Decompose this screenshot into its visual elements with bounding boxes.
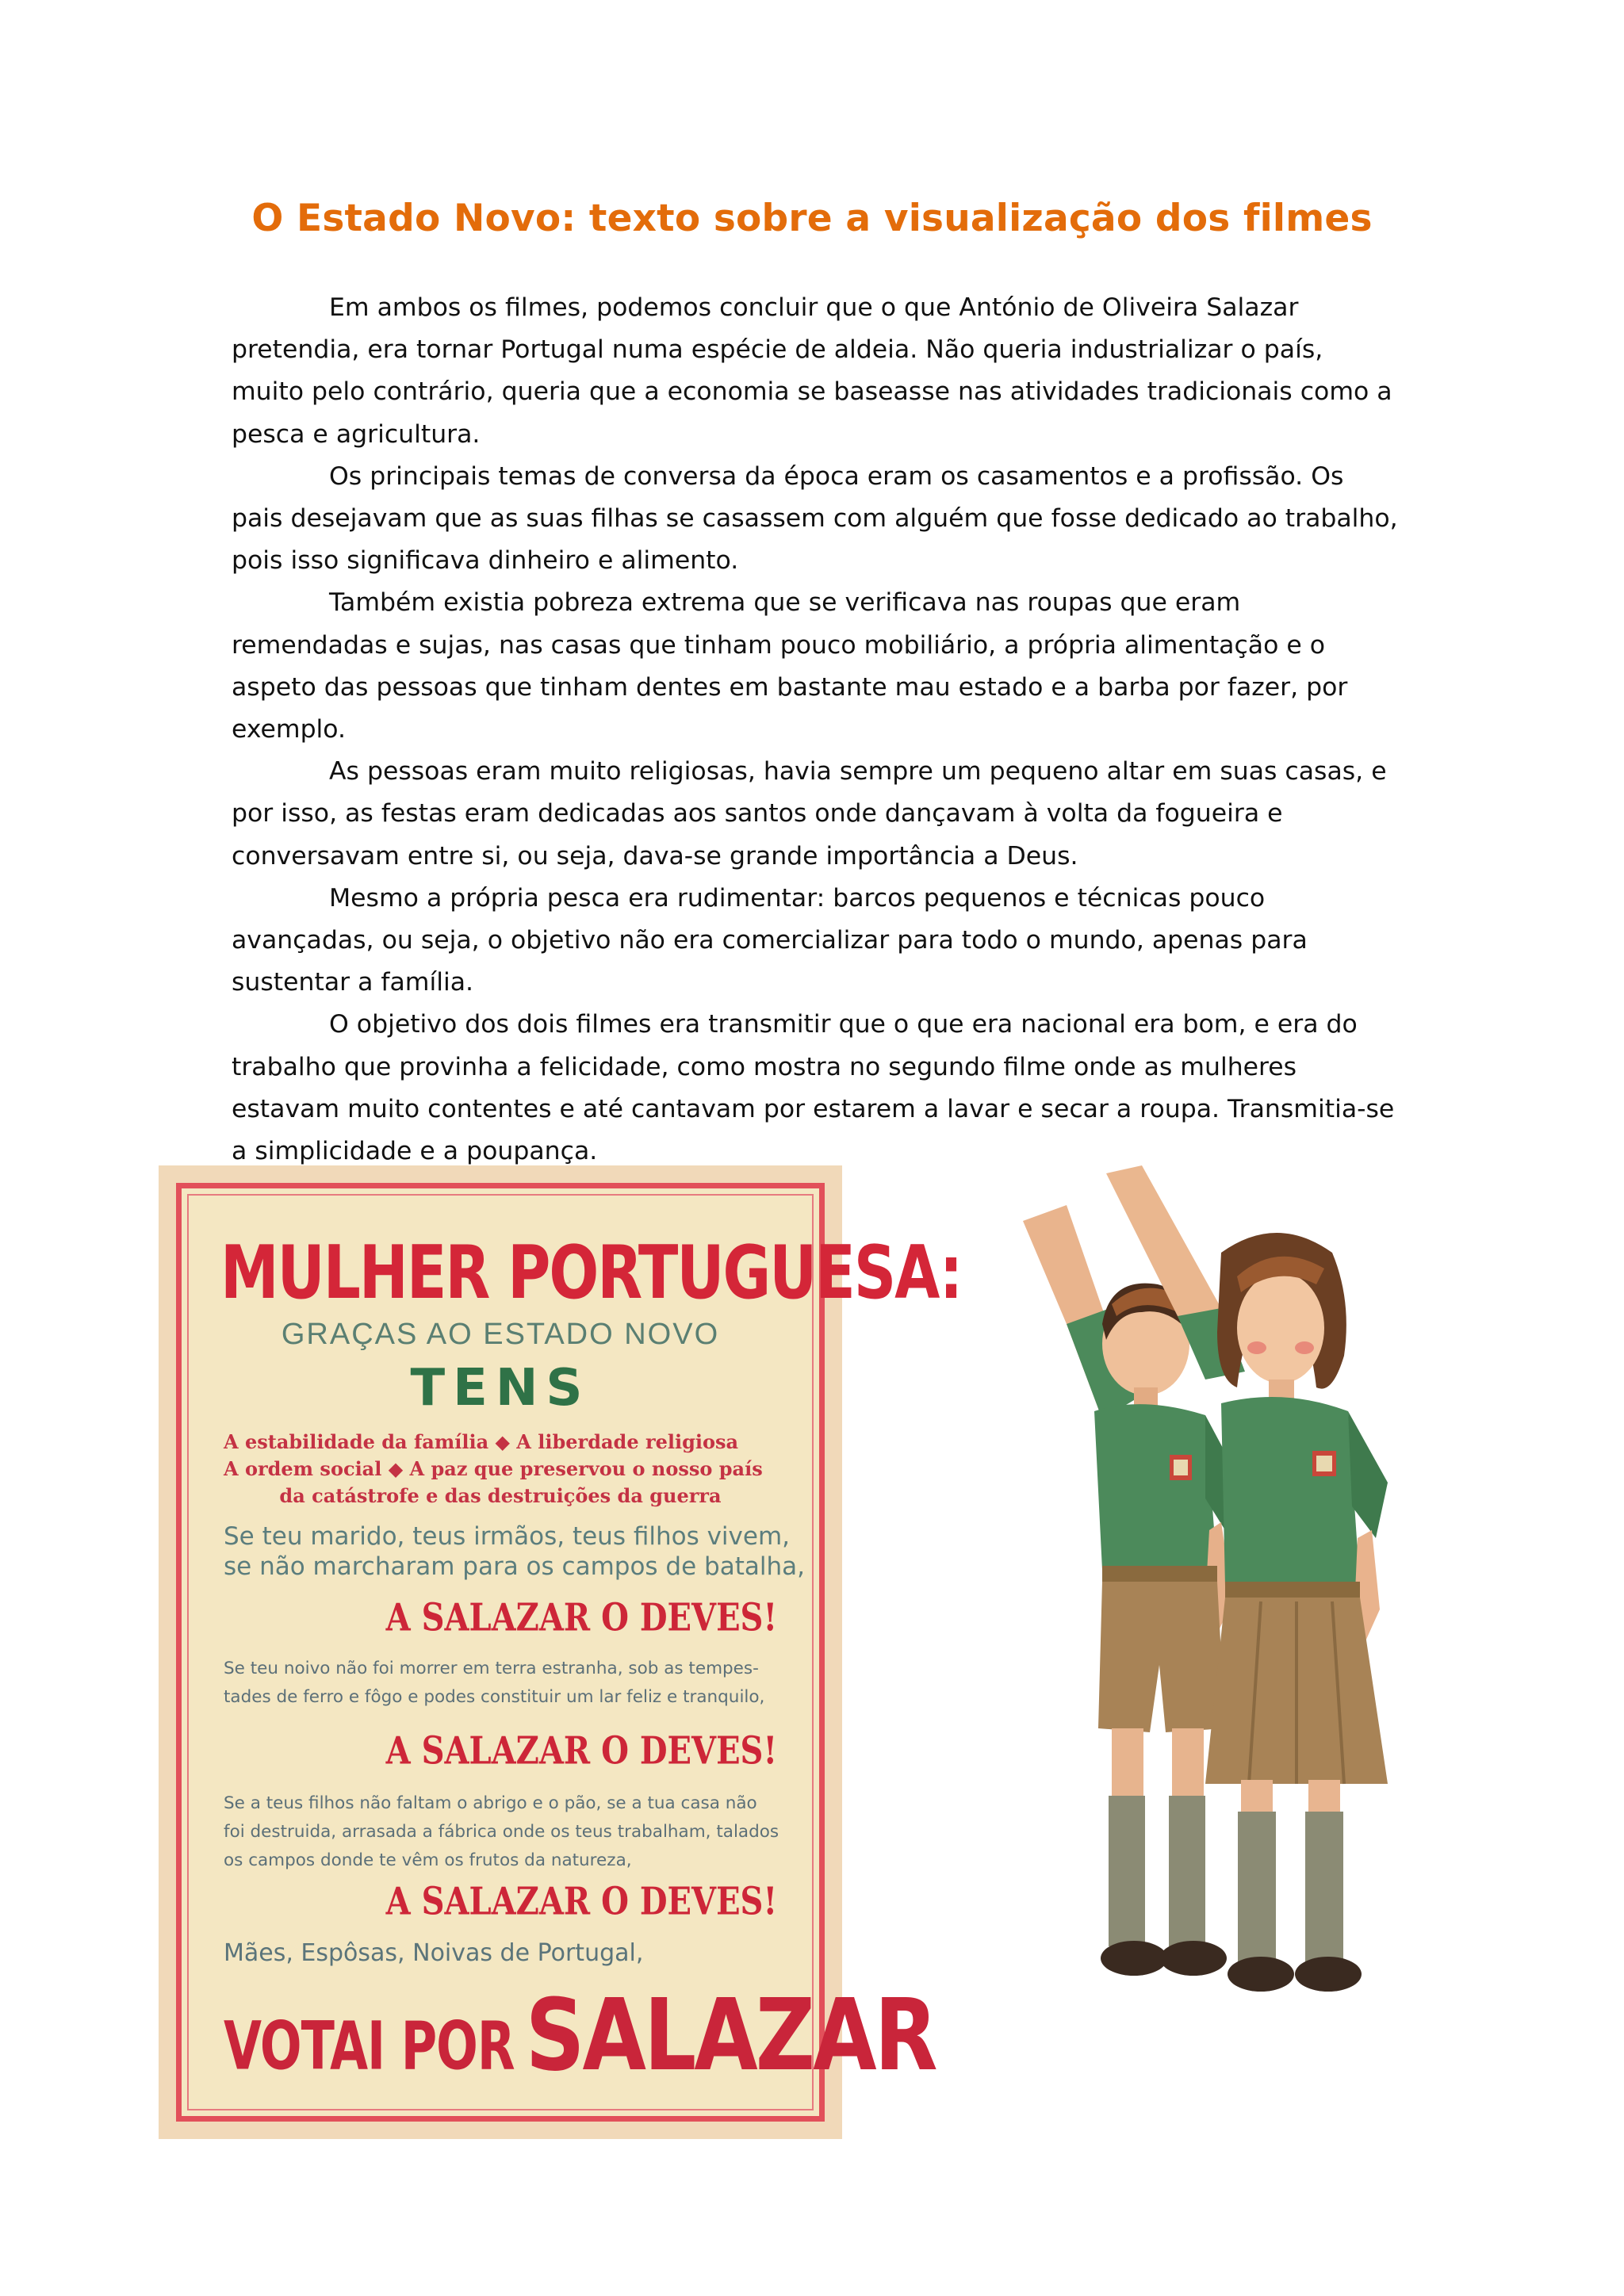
- poster-vote-line: [224, 1976, 936, 2093]
- poster-benefits-line: A estabilidade da família ◆ A liberdade religiosa: [224, 1430, 739, 1453]
- poster-refrain: A SALAZAR O DEVES!: [385, 1879, 777, 1924]
- poster-verse-line: Se teu marido, teus irmãos, teus filhos vivem,: [224, 1522, 791, 1551]
- poster-vote-prefix: VOTAI POR: [224, 2007, 515, 2085]
- poster-verse-line: Se teu noivo não foi morrer em terra estranha, sob as tempes-: [224, 1659, 759, 1678]
- poster-verse-line: Se a teus filhos não faltam o abrigo e o pão, se a tua casa não: [224, 1793, 757, 1813]
- poster-benefits-line: A ordem social ◆ A paz que preservou o nosso país: [224, 1457, 763, 1480]
- paragraph: As pessoas eram muito religiosas, havia sempre um pequeno altar em suas casas, e por isso, as festas eram dedicadas aos santos onde dançavam à volta da fogueira e conversavam entre si, ou seja, dava-se grande importância a Deus.: [232, 757, 1387, 871]
- poster-benefits-line: da catástrofe e das destruições da guerra: [279, 1484, 722, 1507]
- poster-verse-line: foi destruida, arrasada a fábrica onde os teus trabalham, talados: [224, 1822, 779, 1842]
- poster-refrain: A SALAZAR O DEVES!: [385, 1595, 777, 1640]
- paragraph: Mesmo a própria pesca era rudimentar: barcos pequenos e técnicas pouco avançadas, ou seja, o objetivo não era comercializar para todo o mundo, apenas para sustentar a família.: [232, 883, 1308, 997]
- paragraph: Também existia pobreza extrema que se verificava nas roupas que eram remendadas e sujas, nas casas que tinham pouco mobiliário, a própria alimentação e o aspeto das pessoas que tinham dentes em bastante mau estado e a barba por fazer, por exemplo.: [232, 588, 1348, 744]
- poster-verse-line: se não marcharam para os campos de batalha,: [224, 1552, 805, 1581]
- body-text: [232, 287, 1400, 1173]
- paragraph: O objetivo dos dois filmes era transmitir que o que era nacional era bom, e era do trabalho que provinha a felicidade, como mostra no segundo filme onde as mulheres estavam muito contentes e até cantavam por estarem a lavar e secar a roupa. Transmitia-se a simplicidade e a poupança.: [232, 1010, 1395, 1166]
- poster-closing: Mães, Espôsas, Noivas de Portugal,: [224, 1939, 644, 1967]
- page-title: O Estado Novo: texto sobre a visualização dos filmes: [251, 197, 1373, 240]
- poster-headline: MULHER PORTUGUESA:: [220, 1230, 962, 1316]
- poster-vote-name: SALAZAR: [525, 1976, 936, 2093]
- poster-verse-line: tades de ferro e fôgo e podes constituir um lar feliz e tranquilo,: [224, 1687, 765, 1707]
- poster-content: [220, 1183, 962, 2122]
- saluting-children-illustration: [904, 1158, 1443, 2125]
- poster-verse-line: os campos donde te vêm os frutos da natureza,: [224, 1850, 632, 1870]
- poster-refrain: A SALAZAR O DEVES!: [385, 1728, 777, 1774]
- paragraph: Os principais temas de conversa da época eram os casamentos e a profissão. Os pais desejavam que as suas filhas se casassem com alguém que fosse dedicado ao trabalho, pois isso significava dinheiro e alimento.: [232, 461, 1398, 576]
- poster-tens: TENS: [410, 1359, 591, 1418]
- poster-subheadline: GRAÇAS AO ESTADO NOVO: [281, 1318, 720, 1351]
- propaganda-poster: [159, 1165, 962, 2139]
- paragraph: Em ambos os filmes, podemos concluir que o que António de Oliveira Salazar pretendia, era tornar Portugal numa espécie de aldeia. Não queria industrializar o país, muito pelo contrário, queria que a economia se baseasse nas atividades tradicionais como a pesca e agricultura.: [232, 293, 1392, 449]
